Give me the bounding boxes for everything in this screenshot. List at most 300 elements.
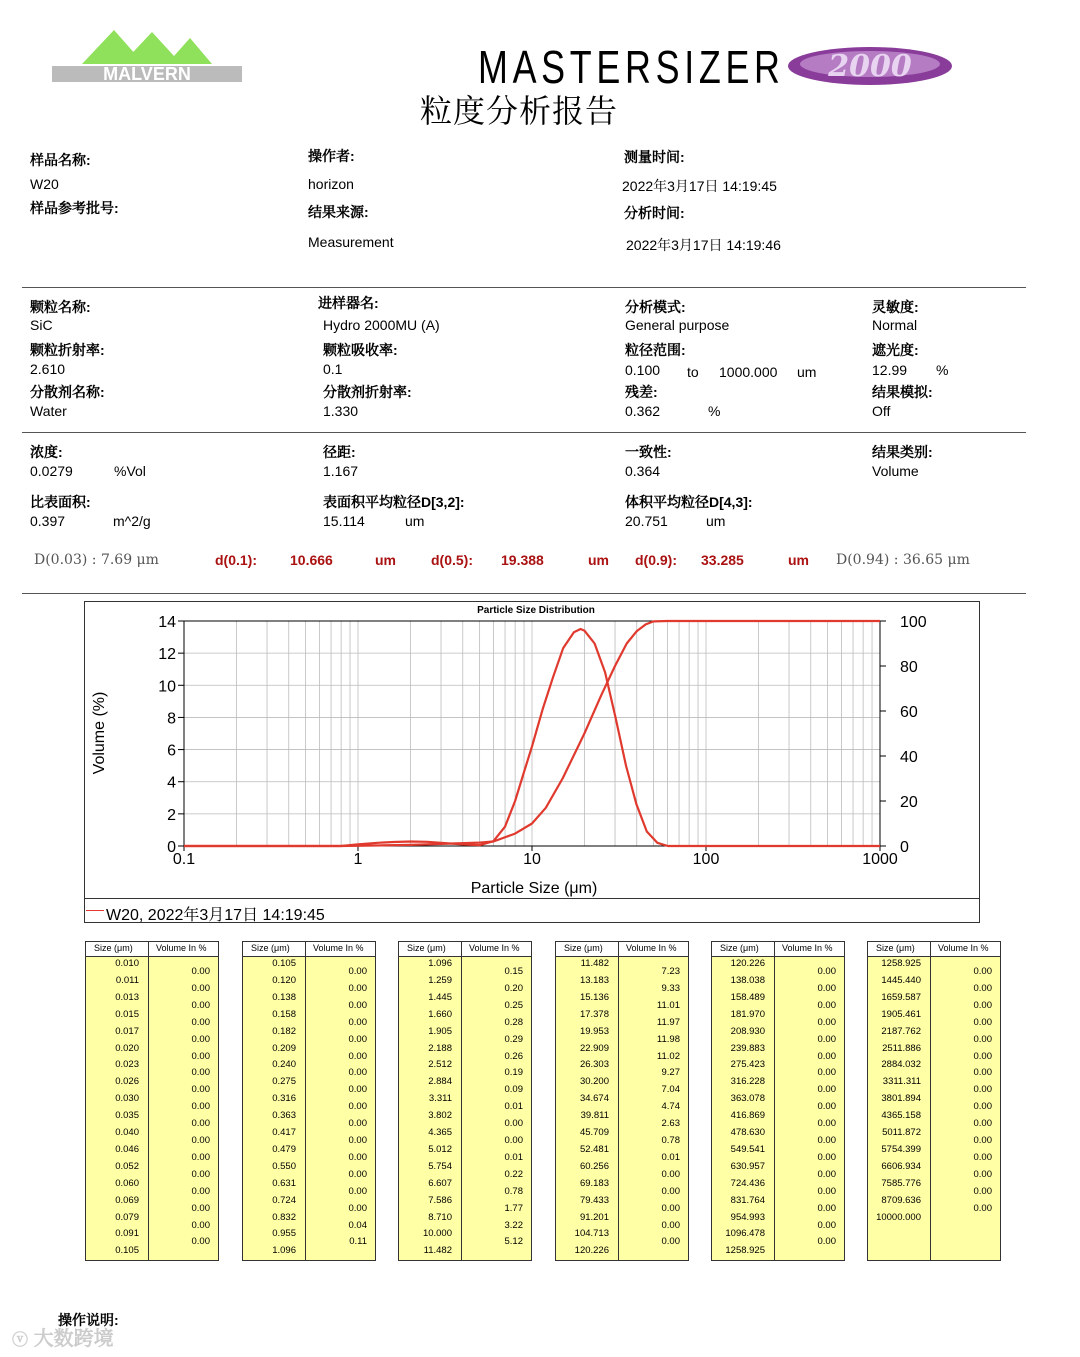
size-cell: 1.096 [428,958,452,969]
volume-cell: 0.00 [973,982,992,994]
volume-cell: 0.00 [348,1135,367,1146]
volume-cell: 0.00 [817,1101,836,1113]
size-cell: 5.754 [428,1160,452,1172]
y-tick-label: 0 [167,839,176,856]
concentration: 0.0279 [30,463,73,479]
size-min: 0.100 [625,362,661,378]
size-cell: 6606.934 [881,1160,921,1172]
volume-cell: 0.00 [348,1084,367,1096]
size-cell: 4365.158 [881,1110,921,1122]
size-cell: 181.970 [730,1008,765,1020]
size-cell: 0.105 [272,958,296,969]
volume-cell: 0.00 [191,966,210,977]
volume-cell: 0.00 [817,982,836,994]
size-cell: 0.079 [115,1211,139,1223]
table-header [556,942,688,957]
size-cell: 11.482 [580,958,609,969]
volume-cell: 0.00 [191,1084,210,1096]
volume-cell: 0.00 [348,1016,367,1028]
size-cell: 363.078 [730,1093,765,1105]
report-title: 粒度分析报告 [420,93,619,129]
volume-cell: 0.00 [191,1118,210,1130]
volume-cell: 0.00 [348,966,367,977]
volume-cell: 0.00 [348,1202,367,1214]
dispersant-label: 分散剂名称: [30,384,105,400]
volume-cell: 11.02 [656,1050,680,1062]
volume-cell: 0.00 [348,1033,367,1045]
particle-name-label: 颗粒名称: [30,299,91,315]
size-cell: 0.138 [272,991,296,1003]
size-cell: 2.512 [428,1059,452,1071]
col-volume-header: Volume In % [469,943,520,953]
size-cell: 630.957 [730,1160,765,1172]
size-cell: 0.363 [272,1110,296,1122]
sensitivity-label: 灵敏度: [872,299,919,315]
size-cell: 1258.925 [881,958,921,969]
d05-label: d(0.5): [431,552,473,568]
volume-cell: 0.00 [191,1219,210,1231]
size-cell: 1.660 [428,1008,452,1020]
size-cell: 120.226 [574,1245,609,1257]
volume-cell: 0.00 [817,1168,836,1180]
size-cell: 5.012 [428,1143,452,1155]
volume-cell: 0.00 [817,1185,836,1197]
y-axis-label: Volume (%) [91,691,108,775]
d09-label: d(0.9): [635,552,677,568]
size-cell: 7.586 [428,1194,452,1206]
volume-cell: 1.77 [504,1202,523,1214]
source-label: 结果来源: [308,204,369,220]
result-units-label: 结果类别: [872,444,933,460]
sample-name-label: 样品名称: [30,152,91,168]
size-cell: 0.040 [115,1127,139,1138]
size-cell: 831.764 [730,1194,765,1206]
dispersant-ri: 1.330 [323,403,359,419]
size-cell: 239.883 [730,1042,765,1054]
size-cell: 1905.461 [881,1008,921,1020]
volume-cell: 0.00 [973,1101,992,1113]
size-cell: 1258.925 [725,1245,765,1257]
size-cell: 0.724 [272,1194,296,1206]
legend-swatch [86,910,104,911]
volume-cell: 0.00 [817,1202,836,1214]
analysed-time: 2022年3月17日 14:19:46 [626,237,781,253]
axis-ticks [158,614,927,868]
volume-cell: 0.00 [973,1202,992,1214]
volume-cell: 0.00 [191,1033,210,1045]
volume-cell: 0.00 [973,1033,992,1045]
col-size-header: Size (μm) [564,943,603,953]
d32-label: 表面积平均粒径D[3,2]: [323,494,465,510]
volume-cell: 11.97 [656,1016,680,1028]
size-cell: 416.869 [730,1110,765,1122]
size-cell: 0.060 [115,1177,139,1189]
volume-cell: 0.00 [973,1135,992,1146]
volume-cell: 0.26 [504,1050,523,1062]
volume-cell: 0.00 [191,1135,210,1146]
size-cell: 1.445 [428,991,452,1003]
size-cell: 0.023 [115,1059,139,1071]
size-cell: 0.020 [115,1042,139,1054]
volume-cell: 0.00 [191,1016,210,1028]
y2-tick-label: 80 [900,659,918,676]
volume-cell: 0.00 [817,1151,836,1163]
operator: horizon [308,176,354,192]
y-tick-label: 10 [158,678,176,696]
size-cell: 22.909 [579,1042,609,1054]
size-cell: 5754.399 [881,1143,921,1155]
absorption-label: 颗粒吸收率: [323,342,398,358]
size-table [711,941,845,1261]
malvern-logo [52,26,242,88]
size-cell: 1659.587 [881,991,921,1003]
volume-cell: 0.00 [973,1151,992,1163]
concentration-unit: %Vol [114,463,146,479]
d05-value: 19.388 [501,552,544,568]
y-tick-label: 14 [158,614,176,631]
volume-cell: 0.22 [504,1168,523,1180]
size-table [242,941,376,1261]
volume-cell: 0.00 [817,1084,836,1096]
size-cell: 45.709 [579,1127,609,1138]
volume-cell: 0.00 [817,1067,836,1079]
volume-cell: 0.00 [973,1185,992,1197]
y2-tick-label: 0 [900,839,909,856]
x-tick-label: 1000 [862,851,898,868]
absorption: 0.1 [323,361,343,377]
uniformity-label: 一致性: [625,444,672,460]
y2-tick-label: 60 [900,704,918,721]
col-volume-header: Volume In % [938,943,989,953]
y-tick-label: 6 [167,742,176,760]
volume-cell: 0.00 [348,999,367,1011]
size-cell: 11.482 [423,1245,452,1257]
volume-cell: 11.98 [656,1033,680,1045]
x-axis-label: Particle Size (μm) [470,880,598,897]
accessory-label: 进样器名: [318,295,379,311]
d05-unit: um [588,552,609,568]
volume-cell: 0.78 [504,1185,523,1197]
d003-value: D(0.03) : 7.69 μm [34,552,159,568]
volume-cell: 0.11 [349,1236,367,1248]
size-table [867,941,1001,1261]
volume-cell: 0.00 [661,1236,680,1248]
d32-unit: um [405,513,425,529]
size-cell: 6.607 [428,1177,452,1189]
size-cell: 2.884 [428,1076,452,1088]
y-tick-label: 4 [167,774,176,792]
size-cell: 0.011 [115,974,139,986]
table-header [399,942,531,957]
size-table [398,941,532,1261]
emulation: Off [872,403,891,419]
ssa-label: 比表面积: [30,494,91,510]
size-cell: 3.802 [428,1110,452,1122]
x-tick-label: 1 [353,851,363,868]
size-cell: 17.378 [579,1008,609,1020]
size-cell: 0.240 [272,1059,296,1071]
obscuration: 12.99 [872,362,908,378]
d32: 15.114 [323,513,365,529]
measured-time: 2022年3月17日 14:19:45 [622,178,777,194]
concentration-label: 浓度: [30,444,63,460]
x-tick-label: 100 [692,851,720,868]
size-cell: 549.541 [730,1143,765,1155]
emulation-label: 结果模拟: [872,384,933,400]
size-cell: 10.000 [422,1228,452,1240]
volume-cell: 4.74 [661,1101,680,1113]
chart-grid [184,621,880,846]
size-cell: 0.046 [115,1143,139,1155]
volume-cell: 0.00 [348,1185,367,1197]
volume-cell: 0.01 [661,1151,680,1163]
size-cell: 0.017 [115,1025,139,1037]
source: Measurement [308,234,394,250]
size-cell: 0.316 [272,1093,296,1105]
size-table [85,941,219,1261]
volume-cell: 0.00 [348,1067,367,1079]
volume-cell: 0.00 [191,1236,210,1248]
table-header [712,942,844,957]
analysis-model-label: 分析模式: [625,299,686,315]
volume-cell: 3.22 [504,1219,523,1231]
size-cell: 0.209 [272,1042,296,1054]
col-volume-header: Volume In % [313,943,364,953]
d43-label: 体积平均粒径D[4,3]: [625,494,753,510]
volume-cell: 0.00 [973,1050,992,1062]
size-cell: 158.489 [730,991,765,1003]
product-badge [786,44,954,88]
size-cell: 3.311 [428,1093,452,1105]
size-cell: 0.013 [115,991,139,1003]
volume-cell: 0.00 [348,1118,367,1130]
size-max: 1000.000 [719,364,778,380]
volume-cell: 0.04 [348,1219,367,1231]
volume-cell: 0.00 [348,1101,367,1113]
col-volume-header: Volume In % [156,943,207,953]
y2-tick-label: 20 [900,794,918,811]
operator-label: 操作者: [308,148,355,164]
volume-cell: 0.00 [191,1151,210,1163]
size-cell: 0.010 [115,958,139,969]
brand-logo-text: MALVERN [103,64,191,84]
volume-cell: 0.20 [504,982,523,994]
size-cell: 34.674 [579,1093,609,1105]
measured-label: 测量时间: [624,149,685,165]
d01-label: d(0.1): [215,552,257,568]
size-table [555,941,689,1261]
volume-cell: 2.63 [661,1118,680,1130]
col-volume-header: Volume In % [782,943,833,953]
d43-unit: um [706,513,726,529]
size-cell: 39.811 [580,1110,609,1122]
dispersant: Water [30,403,67,419]
size-cell: 0.275 [272,1076,296,1088]
volume-cell: 0.00 [348,1151,367,1163]
size-cell: 10000.000 [876,1211,921,1223]
size-cell: 3801.894 [881,1093,921,1105]
size-to: to [687,364,699,380]
volume-cell: 0.00 [973,999,992,1011]
size-cell: 1.096 [272,1245,296,1257]
d01-unit: um [375,552,396,568]
size-cell: 724.436 [730,1177,765,1189]
size-cell: 2.188 [428,1042,452,1054]
psd-chart [84,601,980,901]
legend-entry: W20, 2022年3月17日 14:19:45 [106,907,325,924]
residual-unit: % [708,403,721,419]
y2-tick-label: 40 [900,749,918,766]
size-cell: 0.158 [272,1008,296,1020]
residual: 0.362 [625,403,661,419]
size-unit: um [797,364,817,380]
table-header [243,942,375,957]
size-cell: 4.365 [428,1127,452,1138]
size-cell: 69.183 [579,1177,609,1189]
col-size-header: Size (μm) [876,943,915,953]
size-cell: 0.550 [272,1160,296,1172]
volume-cell: 0.00 [973,1084,992,1096]
y-tick-label: 12 [158,646,176,664]
volume-cell: 0.00 [817,1219,836,1231]
y-tick-label: 2 [167,806,176,824]
analysed-label: 分析时间: [624,205,685,221]
col-size-header: Size (μm) [251,943,290,953]
analysis-model: General purpose [625,317,730,333]
size-cell: 0.069 [115,1194,139,1206]
watermark-icon: ⓥ [12,1332,29,1349]
size-cell: 0.955 [272,1228,296,1240]
size-cell: 1445.440 [881,974,921,986]
watermark [12,1322,114,1351]
batch-label: 样品参考批号: [30,200,119,216]
volume-cell: 0.28 [504,1016,523,1028]
particle-ri-label: 颗粒折射率: [30,342,105,358]
d43: 20.751 [625,513,668,529]
volume-cell: 0.09 [504,1084,523,1096]
volume-cell: 0.78 [661,1135,680,1146]
size-cell: 7585.776 [881,1177,921,1189]
col-size-header: Size (μm) [407,943,446,953]
size-cell: 0.417 [272,1127,296,1138]
volume-cell: 0.00 [973,1118,992,1130]
ssa-unit: m^2/g [113,513,151,529]
volume-cell: 0.00 [348,1168,367,1180]
size-cell: 60.256 [579,1160,609,1172]
y2-tick-label: 100 [900,614,927,631]
size-cell: 0.015 [115,1008,139,1020]
volume-cell: 0.00 [504,1118,523,1130]
size-cell: 120.226 [730,958,765,969]
size-cell: 26.303 [579,1059,609,1071]
volume-cell: 0.00 [191,1050,210,1062]
d094-value: D(0.94) : 36.65 μm [836,552,970,568]
size-cell: 104.713 [574,1228,609,1240]
size-cell: 0.832 [272,1211,296,1223]
size-cell: 0.182 [272,1025,296,1037]
d09-unit: um [788,552,809,568]
volume-cell: 0.01 [504,1151,523,1163]
volume-cell: 0.00 [191,1185,210,1197]
divider [22,287,1026,288]
x-tick-label: 10 [523,851,541,868]
size-cell: 1.259 [428,974,452,986]
volume-cell: 0.00 [661,1168,680,1180]
sensitivity: Normal [872,317,918,333]
sample-name: W20 [30,176,59,192]
volume-cell: 0.15 [504,966,523,977]
size-cell: 30.200 [579,1076,609,1088]
ssa: 0.397 [30,513,66,529]
volume-cell: 0.00 [191,1202,210,1214]
col-size-header: Size (μm) [720,943,759,953]
volume-cell: 0.00 [191,1101,210,1113]
volume-cell: 0.19 [504,1067,523,1079]
size-cell: 478.630 [730,1127,765,1138]
size-cell: 316.228 [730,1076,765,1088]
divider [22,593,1026,594]
size-cell: 19.953 [579,1025,609,1037]
volume-cell: 11.01 [656,999,680,1011]
volume-cell: 5.12 [504,1236,523,1248]
size-cell: 2884.032 [881,1059,921,1071]
size-cell: 0.035 [115,1110,139,1122]
volume-cell: 0.00 [817,1050,836,1062]
span-label: 径距: [323,444,356,460]
residual-label: 残差: [625,384,658,400]
size-cell: 208.930 [730,1025,765,1037]
size-cell: 0.091 [115,1228,139,1240]
size-cell: 0.105 [115,1245,139,1257]
size-cell: 13.183 [579,974,609,986]
table-header [868,942,1000,957]
badge-text: 2000 [828,49,912,84]
operation-notes-label: 操作说明: [58,1312,119,1328]
volume-cell: 0.00 [661,1219,680,1231]
span: 1.167 [323,463,359,479]
d01-value: 10.666 [290,552,333,568]
x-tick-label: 0.1 [172,851,196,868]
size-cell: 1.905 [428,1025,452,1037]
size-cell: 0.479 [272,1143,296,1155]
volume-cell: 9.27 [661,1067,680,1079]
col-size-header: Size (μm) [94,943,133,953]
watermark-text: 大数跨境 [33,1328,114,1350]
volume-cell: 0.00 [817,1118,836,1130]
size-cell: 91.201 [579,1211,609,1223]
volume-cell: 0.00 [191,1067,210,1079]
volume-cell: 0.00 [973,1016,992,1028]
size-cell: 138.038 [730,974,765,986]
divider [22,432,1026,433]
volume-cell: 0.00 [817,999,836,1011]
col-volume-header: Volume In % [626,943,677,953]
size-cell: 8709.636 [881,1194,921,1206]
volume-cell: 0.00 [348,1050,367,1062]
volume-cell: 0.00 [817,966,836,977]
obscuration-label: 遮光度: [872,342,919,358]
volume-cell: 7.23 [661,966,680,977]
obscuration-unit: % [936,362,949,378]
volume-cell: 0.00 [817,1135,836,1146]
size-cell: 0.030 [115,1093,139,1105]
volume-cell: 0.00 [973,1168,992,1180]
size-range-label: 粒径范围: [625,342,686,358]
volume-cell: 0.00 [817,1236,836,1248]
volume-cell: 0.00 [661,1202,680,1214]
particle-name: SiC [30,317,53,333]
size-cell: 5011.872 [882,1127,921,1138]
